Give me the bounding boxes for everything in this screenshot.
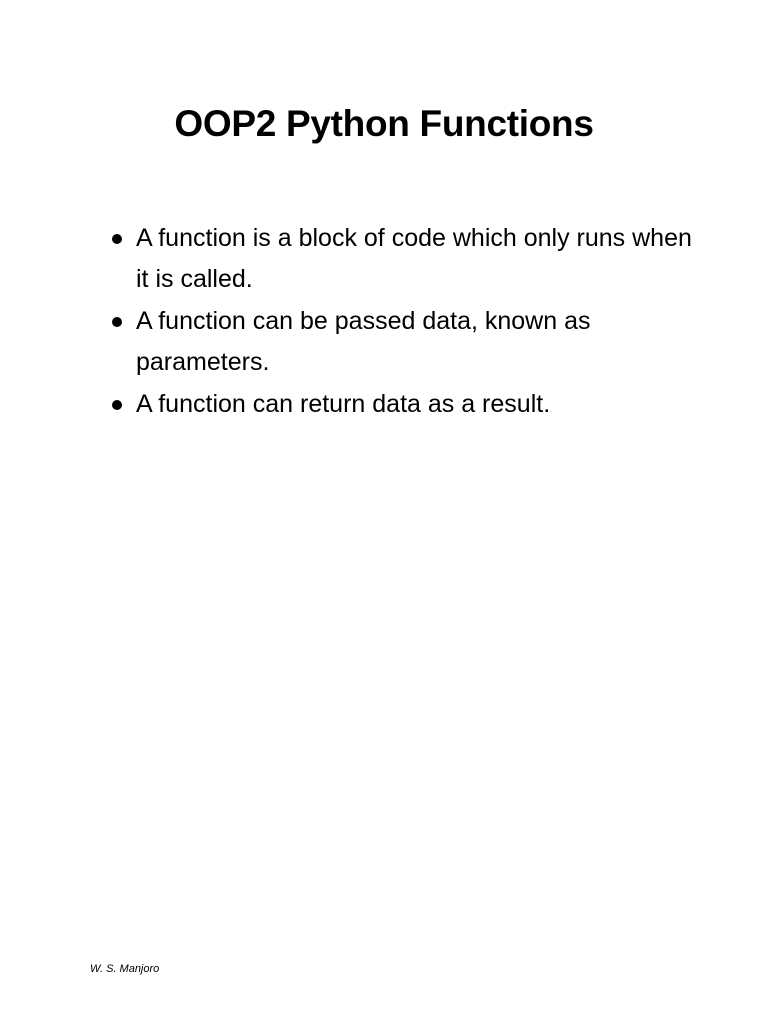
- bullet-dot-icon: [112, 317, 122, 327]
- list-item-text: A function can return data as a result.: [136, 390, 551, 418]
- bullet-dot-icon: [112, 400, 122, 410]
- list-item: [110, 301, 710, 383]
- bullet-dot-icon: [112, 234, 122, 244]
- list-item: [110, 384, 710, 425]
- author-footer: W. S. Manjoro: [90, 963, 160, 975]
- list-item: [110, 218, 710, 300]
- page-title: OOP2 Python Functions: [174, 103, 594, 144]
- bullet-list: [110, 218, 710, 426]
- list-item-text: A function can be passed data, known as parameters.: [136, 307, 591, 376]
- list-item-text: A function is a block of code which only runs when it is called.: [136, 224, 692, 293]
